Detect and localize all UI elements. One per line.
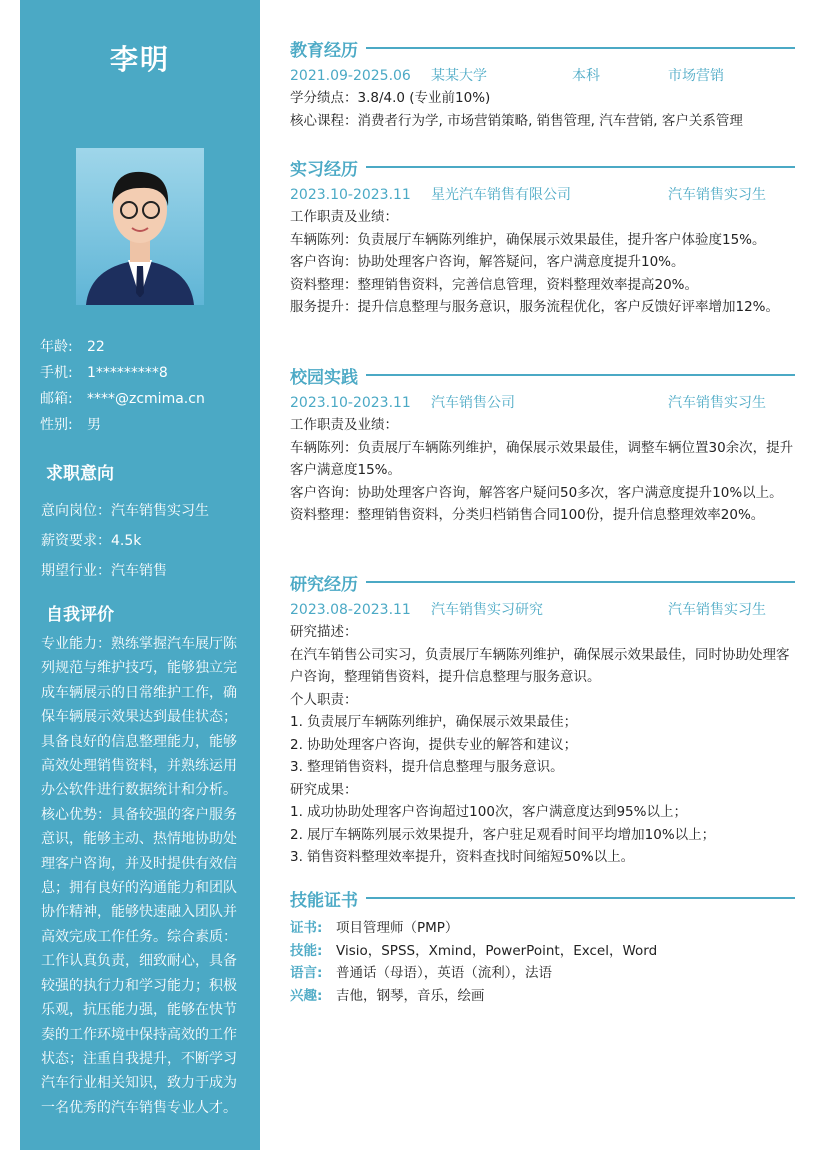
detail-line: 研究成果： [290, 781, 358, 798]
email-label: 邮箱: [40, 391, 73, 407]
age-label: 年龄: [40, 339, 73, 355]
intent-heading: 求职意向 [46, 464, 114, 484]
self-eval-text: 专业能力：熟练掌握汽车展厅陈列规范与维护技巧，能够独立完成车辆展示的日常维护工作，确保车辆展示效果达到最佳状态；具备良好的信息整理能力，能够高效处理销售资料，并熟练运用办公软件进行数据统计和分析。核心优势：具备较强的客户服务意识，能够主动、热情地协助处理客户咨询，并及时提供有效信息；拥有良好的沟通能力和团队协作精神，能够快速融入团队并高效完成工作任务。综合素质：工作认真负责，细致耐心，具备较强的执行力和学习能力；积极乐观，抗压能力强，能够在快节奏的工作环境中保持高效的工作状态；注重自我提升，不断学习汽车行业相关知识，致力于成为一名优秀的汽车销售专业人才。 [41, 636, 237, 1116]
detail-line: 3. 整理销售资料，提升信息整理与服务意识。 [290, 759, 564, 775]
research-heading: 研究经历 [290, 574, 358, 595]
edu-degree: 本科 [572, 68, 600, 84]
skill-label: 语言: [290, 965, 323, 981]
skills-heading: 技能证书 [290, 890, 358, 911]
detail-line: 客户咨询：协助处理客户咨询，解答疑问，客户满意度提升10%。 [290, 254, 685, 270]
campus-section [290, 362, 795, 527]
detail-line: 客户咨询：协助处理客户咨询，解答客户疑问50多次，客户满意度提升10%以上。 [290, 484, 783, 501]
intern-role: 汽车销售实习生 [668, 187, 766, 203]
detail-line: 3. 销售资料整理效率提升，资料查找时间缩短50%以上。 [290, 849, 635, 865]
research-org: 汽车销售实习研究 [431, 602, 543, 618]
research-section [290, 569, 795, 869]
divider [366, 374, 795, 376]
detail-line: 资料整理：整理销售资料，完善信息管理，资料整理效率提高20%。 [290, 276, 699, 293]
detail-line: 2. 协助处理客户咨询，提供专业的解答和建议； [290, 736, 578, 753]
detail-line: 车辆陈列：负责展厅车辆陈列维护，确保展示效果最佳，提升客户体验度15%。 [290, 231, 766, 248]
gender-label: 性别: [40, 417, 73, 433]
skill-label: 兴趣: [290, 987, 323, 1004]
research-role: 汽车销售实习生 [668, 602, 766, 618]
education-heading: 教育经历 [290, 40, 358, 61]
gender-value: 男 [87, 417, 101, 433]
skill-value: Visio，SPSS，Xmind，PowerPoint，Excel，Word [336, 942, 658, 959]
profile-photo [76, 148, 204, 305]
self-eval-heading: 自我评价 [46, 605, 114, 625]
divider [366, 897, 795, 899]
campus-org: 汽车销售公司 [431, 395, 515, 411]
detail-line: 工作职责及业绩： [290, 417, 398, 433]
campus-date: 2023.10-2023.11 [290, 395, 411, 411]
research-date: 2023.08-2023.11 [290, 602, 411, 618]
job-intent [41, 496, 209, 586]
detail-line: 1. 负责展厅车辆陈列维护，确保展示效果最佳； [290, 714, 578, 730]
internship-heading: 实习经历 [290, 159, 358, 180]
intern-org: 星光汽车销售有限公司 [431, 187, 571, 203]
detail-line: 车辆陈列：负责展厅车辆陈列维护，确保展示效果最佳，调整车辆位置30余次，提升客户满意度15%。 [290, 439, 794, 478]
divider [366, 166, 795, 168]
internship-section [290, 154, 795, 319]
skills-section [290, 885, 795, 1007]
personal-info [40, 334, 205, 438]
intern-date: 2023.10-2023.11 [290, 187, 411, 203]
email-value: ****@zcmima.cn [87, 391, 205, 407]
edu-courses: 核心课程：消费者行为学, 市场营销策略, 销售管理, 汽车营销, 客户关系管理 [290, 112, 743, 129]
intent-industry: 期望行业：汽车销售 [41, 563, 167, 579]
detail-line: 研究描述： [290, 624, 358, 640]
skill-value: 吉他，钢琴，音乐，绘画 [336, 987, 485, 1004]
intent-position: 意向岗位：汽车销售实习生 [41, 503, 209, 519]
phone-label: 手机: [40, 365, 73, 381]
detail-line: 资料整理：整理销售资料，分类归档销售合同100份，提升信息整理效率20%。 [290, 507, 765, 523]
divider [366, 47, 795, 49]
candidate-name: 李明 [109, 43, 170, 76]
phone-value: 1*********8 [87, 365, 168, 381]
divider [366, 581, 795, 583]
edu-school: 某某大学 [431, 68, 487, 84]
edu-date: 2021.09-2025.06 [290, 68, 411, 84]
skill-value: 项目管理师（PMP） [336, 920, 459, 936]
campus-heading: 校园实践 [290, 367, 358, 388]
skill-label: 技能: [290, 942, 323, 959]
skill-value: 普通话（母语），英语（流利），法语 [336, 965, 552, 981]
detail-line: 2. 展厅车辆陈列展示效果提升，客户驻足观看时间平均增加10%以上； [290, 826, 716, 843]
edu-gpa: 学分绩点：3.8/4.0 (专业前10%) [290, 90, 491, 106]
detail-line: 服务提升：提升信息整理与服务意识，服务流程优化，客户反馈好评率增加12%。 [290, 299, 780, 315]
campus-role: 汽车销售实习生 [668, 395, 766, 411]
education-section [290, 35, 795, 132]
detail-line: 个人职责： [290, 691, 358, 708]
age-value: 22 [87, 339, 105, 355]
detail-line: 在汽车销售公司实习，负责展厅车辆陈列维护，确保展示效果最佳，同时协助处理客户咨询，整理销售资料，提升信息整理与服务意识。 [290, 646, 790, 685]
detail-line: 工作职责及业绩： [290, 209, 398, 225]
sidebar [20, 0, 260, 1150]
intent-salary: 薪资要求：4.5k [41, 533, 142, 549]
edu-major: 市场营销 [668, 68, 724, 84]
skill-label: 证书: [290, 920, 323, 936]
detail-line: 1. 成功协助处理客户咨询超过100次，客户满意度达到95%以上； [290, 804, 687, 820]
